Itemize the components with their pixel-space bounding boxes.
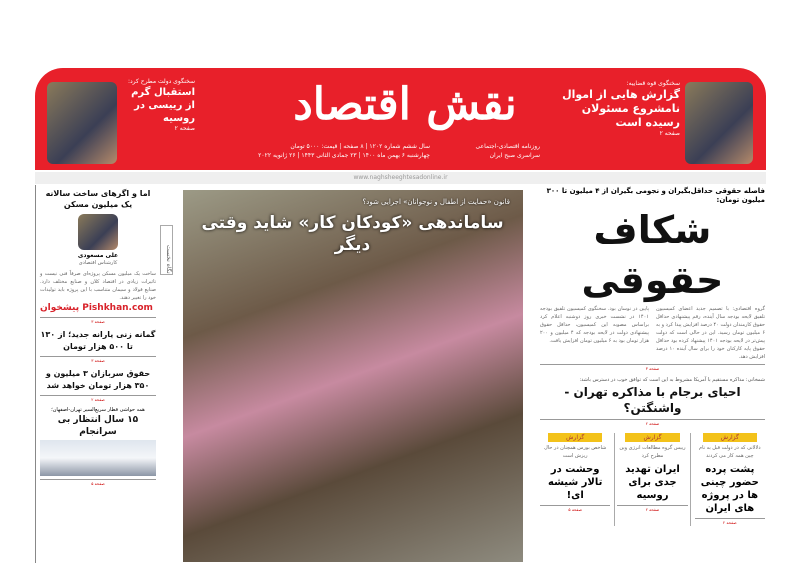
opinion-body: ساخت یک میلیون مسکن پروژه‌ای صرفاً فنی نیست و تاثیرات زیادی در اقتصاد کلان و صنایع مختلف دارد. صنایع فولاد و سیمان متناسب با این پروژه باید تولیدات خود را تغییر دهند. [40, 271, 156, 301]
brief-soldiers-page[interactable]: صفحه ۲ [40, 395, 156, 403]
opinion-section-label: نگاه نخست [160, 225, 173, 275]
lead-page-ref[interactable]: صفحه ۳ [540, 364, 765, 372]
issue-info: سال ششم شماره ۱۲۰۲ | ۸ صفحه | قیمت: ۵۰۰۰ تومان چهارشنبه ۶ بهمن ماه ۱۴۰۰ | ۲۳ جمادی الثانی ۱۴۴۳ | ۲۶ ژانویه ۲۰۲۲ [258, 143, 430, 159]
brief-subsidy-page[interactable]: صفحه ۳ [40, 356, 156, 364]
brief-soldiers[interactable]: حقوق سربازان ۳ میلیون و ۳۵۰ هزار تومان خواهد شد [45, 369, 151, 390]
author-info: علی مسعودی کارشناس اقتصادی [77, 252, 119, 266]
opinion-headline[interactable]: اما و اگرهای ساخت سالانه یک میلیون مسکن [45, 189, 151, 209]
website-url[interactable]: www.naghsheeghtesadonline.ir [35, 172, 766, 184]
train-photo [40, 440, 156, 476]
train-kicker: همه حواشی قطار سریع‌السیر تهران-اصفهان؛ [51, 407, 145, 413]
newspaper-logo: نقش اقتصاد [293, 79, 517, 130]
opinion-page-ref[interactable]: صفحه ۳ [40, 317, 156, 325]
lead-headline[interactable]: شکاف حقوقی [581, 208, 724, 302]
report-russia[interactable]: گزارش رییس گروه مطالعات انرژی وین مطرح کرد ایران تهدید جدی برای روسیه صفحه ۲ [614, 433, 690, 526]
jcpoa-page-ref[interactable]: صفحه ۲ [540, 419, 765, 427]
reports-row [540, 433, 765, 526]
photo-headline[interactable]: ساماندهی «کودکان کار» شاید وقتی دیگر [201, 213, 504, 255]
train-headline[interactable]: ۱۵ سال انتظار بی سرانجام [57, 415, 139, 437]
brief-subsidy[interactable]: گمانه زنی یارانه جدید؛ از ۱۳۰ تا ۵۰۰ هزار تومان [40, 330, 156, 351]
top-left-teaser[interactable]: سخنگوی دولت مطرح کرد: استقبال گرم از رییسی در روسیه صفحه ۲ [127, 78, 195, 132]
left-column-content [40, 188, 156, 487]
government-spokesman-photo [47, 82, 117, 164]
judiciary-spokesman-photo [685, 82, 753, 164]
right-column [540, 187, 765, 526]
author-photo [78, 214, 118, 250]
lead-body-left: پایین در نوسان بود. سخنگوی کمیسیون تلفیق بودجه ۱۴۰۱ در نشست خبری روز دوشنبه اعلام کرد براساس مصوبه این کمیسیون، حداقل حقوق پیشنهادی دولت در لایحه بودجه که ۴ میلیون و ۲۰۰ هزار تومان بود به ۶ میلیون تومان افزایش یافت. [540, 306, 649, 344]
jcpoa-kicker: شمخانی: مذاکره مستقیم با آمریکا مشروط به این است که توافق خوب در دسترس باشد: [579, 377, 765, 383]
lead-body [540, 305, 765, 361]
pishkhan-watermark: پیشخوان Pishkhan.com [40, 303, 153, 313]
report-china[interactable]: گزارش دلالانی که در دولت قبل به نام چین همه کار می کردند پشت پرده حضور چینی ها در پروژه های ایران صفحه ۲ [695, 433, 765, 526]
top-right-teaser[interactable]: سخنگوی قوه قضاییه: گزارش هایی از اموال نامشروع مسئولان رسیده است صفحه ۲ [562, 80, 680, 137]
tagline: روزنامه اقتصادی-اجتماعی سراسری صبح ایران [475, 143, 540, 159]
train-page-ref[interactable]: صفحه ۵ [40, 479, 156, 487]
lead-kicker: فاصله حقوقی حداقل‌بگیران و نجومی بگیران از ۴ میلیون تا ۳۰۰ میلیون تومان: [546, 187, 765, 204]
lead-body-right: گروه اقتصادی: با تصمیم جدید اعضای کمیسیون تلفیق لایحه بودجه سال آینده، رقم پیشنهادی حداقل حقوق کارمندان دولت ۴۰ درصد افزایش پیدا کرد و به ۶ میلیون تومان رسید. این در حالی است که دولت پیش‌تر در لایحه بودجه ۱۴۰۱ پیشنهاد کرده بود حداقل حقوق پایه کارکنان خود را برای سال آینده ۱۰ درصد افزایش دهد. [655, 306, 765, 360]
jcpoa-headline[interactable]: احیای برجام با مذاکره تهران - واشنگتن؟ [564, 385, 741, 415]
report-bourse[interactable]: گزارش شاخص بورس همچنان در حال ریزش است وحشت در تالار شیشه ای! صفحه ۵ [540, 433, 610, 526]
photo-kicker: قانون «حمایت از اطفال و نوجوانان» اجرایی شود؟ [362, 198, 510, 206]
